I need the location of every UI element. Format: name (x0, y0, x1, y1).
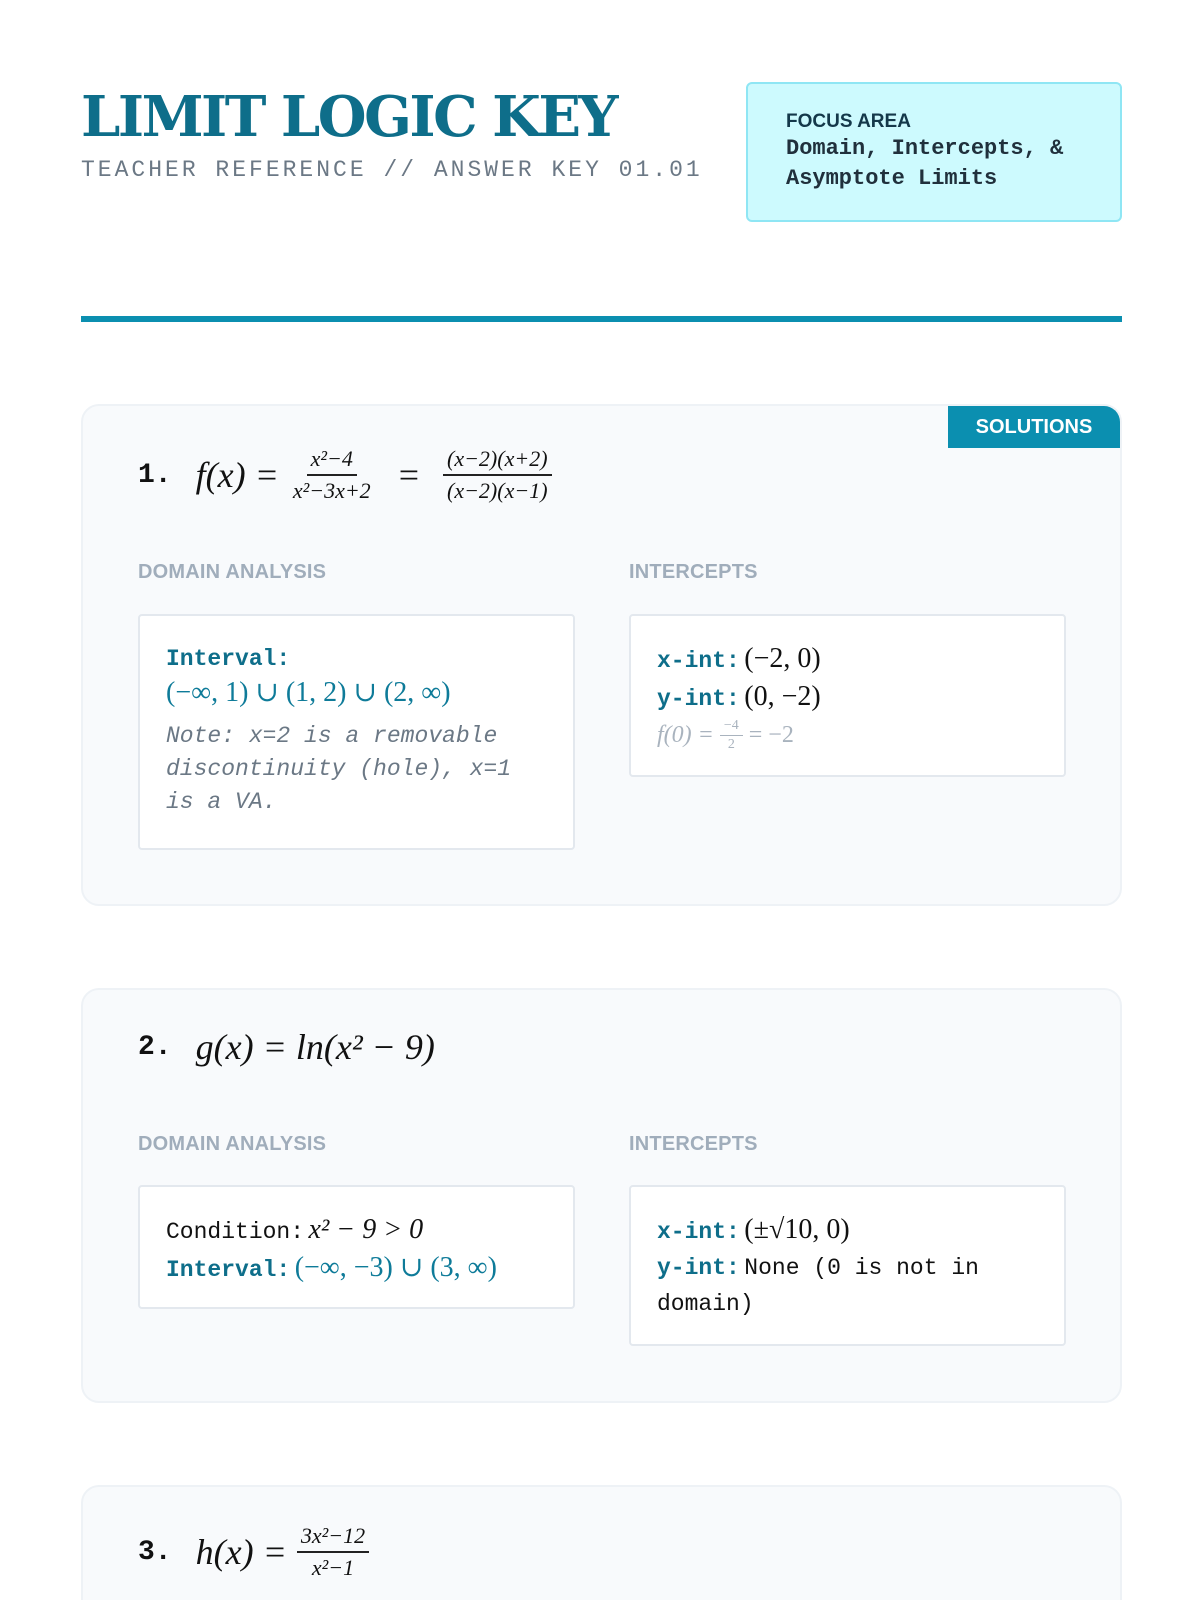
condition-label: Condition: (166, 1219, 305, 1245)
function-lhs: f(x) = (195, 455, 279, 495)
problem-number: 1. (138, 459, 172, 491)
problem-2-expression (138, 1026, 435, 1068)
function-lhs: h(x) = (195, 1532, 287, 1572)
problem-number: 2. (138, 1031, 172, 1063)
interval-value: (−∞, −3) ∪ (3, ∞) (294, 1252, 497, 1283)
interval-label: Interval: (166, 1257, 291, 1283)
intercepts-label: INTERCEPTS (629, 561, 758, 583)
problem-card-1 (81, 404, 1122, 906)
interval-value: (−∞, 1) ∪ (1, 2) ∪ (2, ∞) (166, 677, 451, 708)
condition-value: x² − 9 > 0 (308, 1214, 424, 1245)
domain-analysis-label: DOMAIN ANALYSIS (138, 1133, 327, 1155)
intercepts-box (629, 1185, 1066, 1346)
fraction-denominator: x²−3x+2 (292, 478, 371, 503)
y-int-work (657, 718, 1038, 752)
work-fraction (720, 719, 743, 752)
fraction-numerator: 3x²−12 (297, 1523, 369, 1553)
fraction-denominator: (x−2)(x−1) (447, 478, 548, 503)
fraction-denominator: x²−1 (311, 1555, 355, 1580)
domain-box (138, 1185, 575, 1309)
problem-number: 3. (138, 1536, 172, 1568)
intercepts-label: INTERCEPTS (629, 1133, 758, 1155)
fraction (289, 446, 375, 504)
domain-analysis-label: DOMAIN ANALYSIS (138, 561, 327, 583)
fraction-numerator: x²−4 (307, 446, 357, 476)
focus-area-text-line2: Asymptote Limits (786, 166, 998, 191)
focus-area-text-line1: Domain, Intercepts, & (786, 136, 1064, 161)
interval-label: Interval: (166, 646, 291, 672)
work-numerator: −4 (720, 719, 743, 736)
x-int-value: (−2, 0) (744, 643, 821, 674)
page-title: LIMIT LOGIC KEY (81, 84, 616, 150)
domain-box (138, 614, 575, 850)
work-denominator: 2 (727, 736, 735, 752)
fraction (297, 1523, 369, 1581)
fraction-factored (443, 446, 552, 504)
domain-note: Note: x=2 is a removable discontinuity (hole), x=1 is a VA. (166, 723, 512, 815)
problem-card-3 (81, 1485, 1122, 1600)
fraction-numerator: (x−2)(x+2) (443, 446, 552, 476)
function-expression: g(x) = ln(x² − 9) (195, 1027, 435, 1067)
x-int-label: x-int: (657, 648, 740, 674)
problem-3-expression (138, 1523, 379, 1581)
y-int-label: y-int: (657, 686, 740, 712)
page-subtitle: TEACHER REFERENCE // ANSWER KEY 01.01 (81, 157, 703, 183)
problem-card-2 (81, 988, 1122, 1403)
x-int-value: (±√10, 0) (744, 1214, 850, 1245)
header (81, 82, 1121, 222)
x-int-label: x-int: (657, 1219, 740, 1245)
header-divider (81, 316, 1122, 322)
solutions-ribbon: SOLUTIONS (948, 406, 1120, 448)
problem-1-expression: 1. f(x) = $\frac{\text{x²−4}}{\text{x²−3x+2}}$ = $\frac{(x-2)(x+2)}{(x-2)(x-1)}$ (138, 446, 562, 504)
focus-area-label: FOCUS AREA (786, 111, 911, 132)
work-lhs: f(0) = (657, 722, 714, 748)
y-int-value: (0, −2) (744, 681, 821, 712)
y-int-value: None (0 is not in domain) (657, 1255, 979, 1317)
intercepts-box (629, 614, 1066, 777)
work-rhs: = −2 (748, 722, 794, 748)
y-int-label: y-int: (657, 1255, 740, 1281)
focus-area-box (746, 82, 1122, 222)
